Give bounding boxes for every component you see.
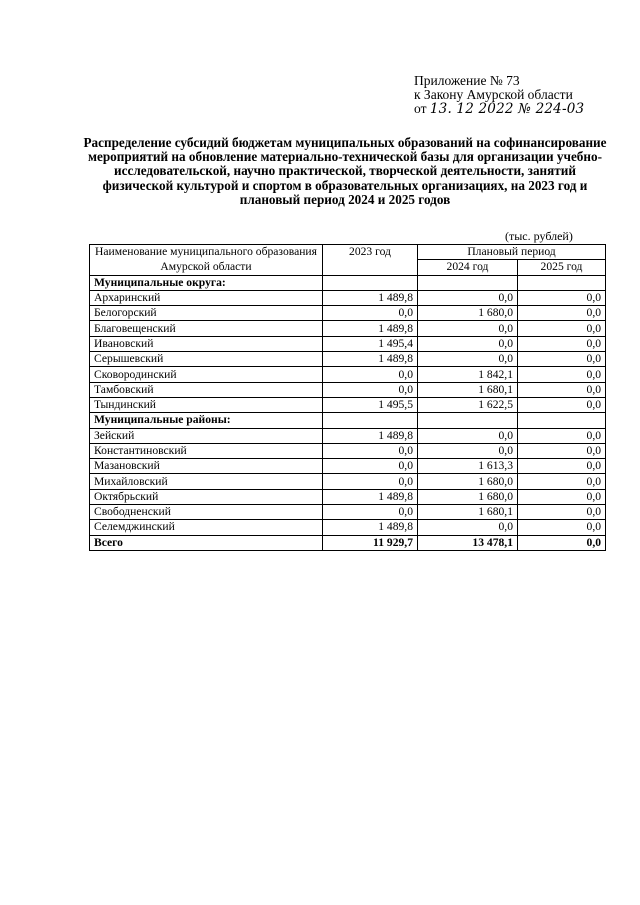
header-name: Наименование муниципального образования Амурской области bbox=[90, 245, 323, 276]
table-row bbox=[90, 505, 606, 520]
header-2024: 2024 год bbox=[418, 260, 518, 275]
table-row bbox=[90, 336, 606, 351]
municipality-name: Архаринский bbox=[90, 290, 323, 305]
value-2025: 0,0 bbox=[518, 306, 606, 321]
value-2024: 1 680,0 bbox=[418, 306, 518, 321]
value-2023: 1 495,4 bbox=[323, 336, 418, 351]
header-planned: Плановый период bbox=[418, 245, 606, 260]
header-2025: 2025 год bbox=[518, 260, 606, 275]
value-2024: 0,0 bbox=[418, 428, 518, 443]
value-2023: 1 489,8 bbox=[323, 352, 418, 367]
appendix-date-prefix: от bbox=[414, 101, 427, 116]
value-2024: 1 680,1 bbox=[418, 382, 518, 397]
value-2025: 0,0 bbox=[518, 474, 606, 489]
municipality-name: Октябрьский bbox=[90, 489, 323, 504]
value-2024: 1 622,5 bbox=[418, 397, 518, 412]
value-2023: 0,0 bbox=[323, 443, 418, 458]
value-2023: 1 495,5 bbox=[323, 397, 418, 412]
table-row bbox=[90, 290, 606, 305]
value-2025: 0,0 bbox=[518, 459, 606, 474]
table-row bbox=[90, 428, 606, 443]
value-2024: 13 478,1 bbox=[418, 535, 518, 550]
value-2023: 0,0 bbox=[323, 474, 418, 489]
municipality-name: Михайловский bbox=[90, 474, 323, 489]
table-row bbox=[90, 352, 606, 367]
total-row bbox=[90, 535, 606, 550]
table-row bbox=[90, 382, 606, 397]
table-body bbox=[90, 275, 606, 550]
municipality-name: Благовещенский bbox=[90, 321, 323, 336]
value-2025: 0,0 bbox=[518, 290, 606, 305]
section-row bbox=[90, 275, 606, 290]
appendix-law: к Закону Амурской области bbox=[414, 87, 573, 102]
value-2025: 0,0 bbox=[518, 520, 606, 535]
value-2024: 1 680,0 bbox=[418, 474, 518, 489]
value-2025: 0,0 bbox=[518, 336, 606, 351]
municipality-name: Сковородинский bbox=[90, 367, 323, 382]
table-row bbox=[90, 306, 606, 321]
value-2025: 0,0 bbox=[518, 397, 606, 412]
value-2023: 0,0 bbox=[323, 367, 418, 382]
header-2023: 2023 год bbox=[323, 245, 418, 276]
value-2025: 0,0 bbox=[518, 321, 606, 336]
appendix-number: Приложение № 73 bbox=[414, 73, 520, 88]
table-row bbox=[90, 459, 606, 474]
value-2025: 0,0 bbox=[518, 489, 606, 504]
municipality-name: Зейский bbox=[90, 428, 323, 443]
value-2023: 1 489,8 bbox=[323, 290, 418, 305]
document-title: Распределение субсидий бюджетам муниципальных образований на софинансирование мероприятий на обновление материально-технической базы для организации учебно-исследовательской, научно практической, творческой деятельности, занятий физической культурой и спортом в образовательных организациях, на 2023 год и плановый период 2024 и 2025 годов bbox=[83, 135, 607, 207]
value-2023: 1 489,8 bbox=[323, 489, 418, 504]
municipality-name: Свободненский bbox=[90, 505, 323, 520]
table-row bbox=[90, 397, 606, 412]
value-2024: 0,0 bbox=[418, 321, 518, 336]
municipality-name: Константиновский bbox=[90, 443, 323, 458]
value-2023: 0,0 bbox=[323, 505, 418, 520]
value-2025: 0,0 bbox=[518, 443, 606, 458]
value-2024: 1 680,1 bbox=[418, 505, 518, 520]
value-2025: 0,0 bbox=[518, 535, 606, 550]
municipality-name: Тындинский bbox=[90, 397, 323, 412]
value-2025: 0,0 bbox=[518, 505, 606, 520]
value-2024: 1 680,0 bbox=[418, 489, 518, 504]
value-2025: 0,0 bbox=[518, 428, 606, 443]
value-2024: 0,0 bbox=[418, 352, 518, 367]
appendix-date bbox=[414, 102, 584, 116]
value-2024: 0,0 bbox=[418, 520, 518, 535]
table-row bbox=[90, 474, 606, 489]
subsidy-table bbox=[89, 244, 606, 551]
units-label: (тыс. рублей) bbox=[505, 229, 573, 243]
table-row bbox=[90, 489, 606, 504]
value-2024: 1 613,3 bbox=[418, 459, 518, 474]
table-row bbox=[90, 321, 606, 336]
value-2024: 0,0 bbox=[418, 336, 518, 351]
municipality-name: Белогорский bbox=[90, 306, 323, 321]
section-rayony: Муниципальные районы: bbox=[90, 413, 323, 428]
municipality-name: Серышевский bbox=[90, 352, 323, 367]
municipality-name: Ивановский bbox=[90, 336, 323, 351]
value-2023: 0,0 bbox=[323, 459, 418, 474]
value-2024: 1 842,1 bbox=[418, 367, 518, 382]
value-2023: 1 489,8 bbox=[323, 428, 418, 443]
municipality-name: Всего bbox=[90, 535, 323, 550]
municipality-name: Мазановский bbox=[90, 459, 323, 474]
handwritten-date: 13. 12 2022 № 224-03 bbox=[429, 101, 585, 117]
section-okruga: Муниципальные округа: bbox=[90, 275, 323, 290]
municipality-name: Тамбовский bbox=[90, 382, 323, 397]
table-row bbox=[90, 443, 606, 458]
value-2025: 0,0 bbox=[518, 382, 606, 397]
value-2023: 1 489,8 bbox=[323, 520, 418, 535]
value-2023: 1 489,8 bbox=[323, 321, 418, 336]
value-2024: 0,0 bbox=[418, 290, 518, 305]
value-2024: 0,0 bbox=[418, 443, 518, 458]
value-2023: 11 929,7 bbox=[323, 535, 418, 550]
value-2023: 0,0 bbox=[323, 382, 418, 397]
table-row bbox=[90, 367, 606, 382]
appendix-block bbox=[414, 74, 584, 116]
municipality-name: Селемджинский bbox=[90, 520, 323, 535]
section-row bbox=[90, 413, 606, 428]
table-row bbox=[90, 520, 606, 535]
value-2025: 0,0 bbox=[518, 352, 606, 367]
value-2023: 0,0 bbox=[323, 306, 418, 321]
value-2025: 0,0 bbox=[518, 367, 606, 382]
